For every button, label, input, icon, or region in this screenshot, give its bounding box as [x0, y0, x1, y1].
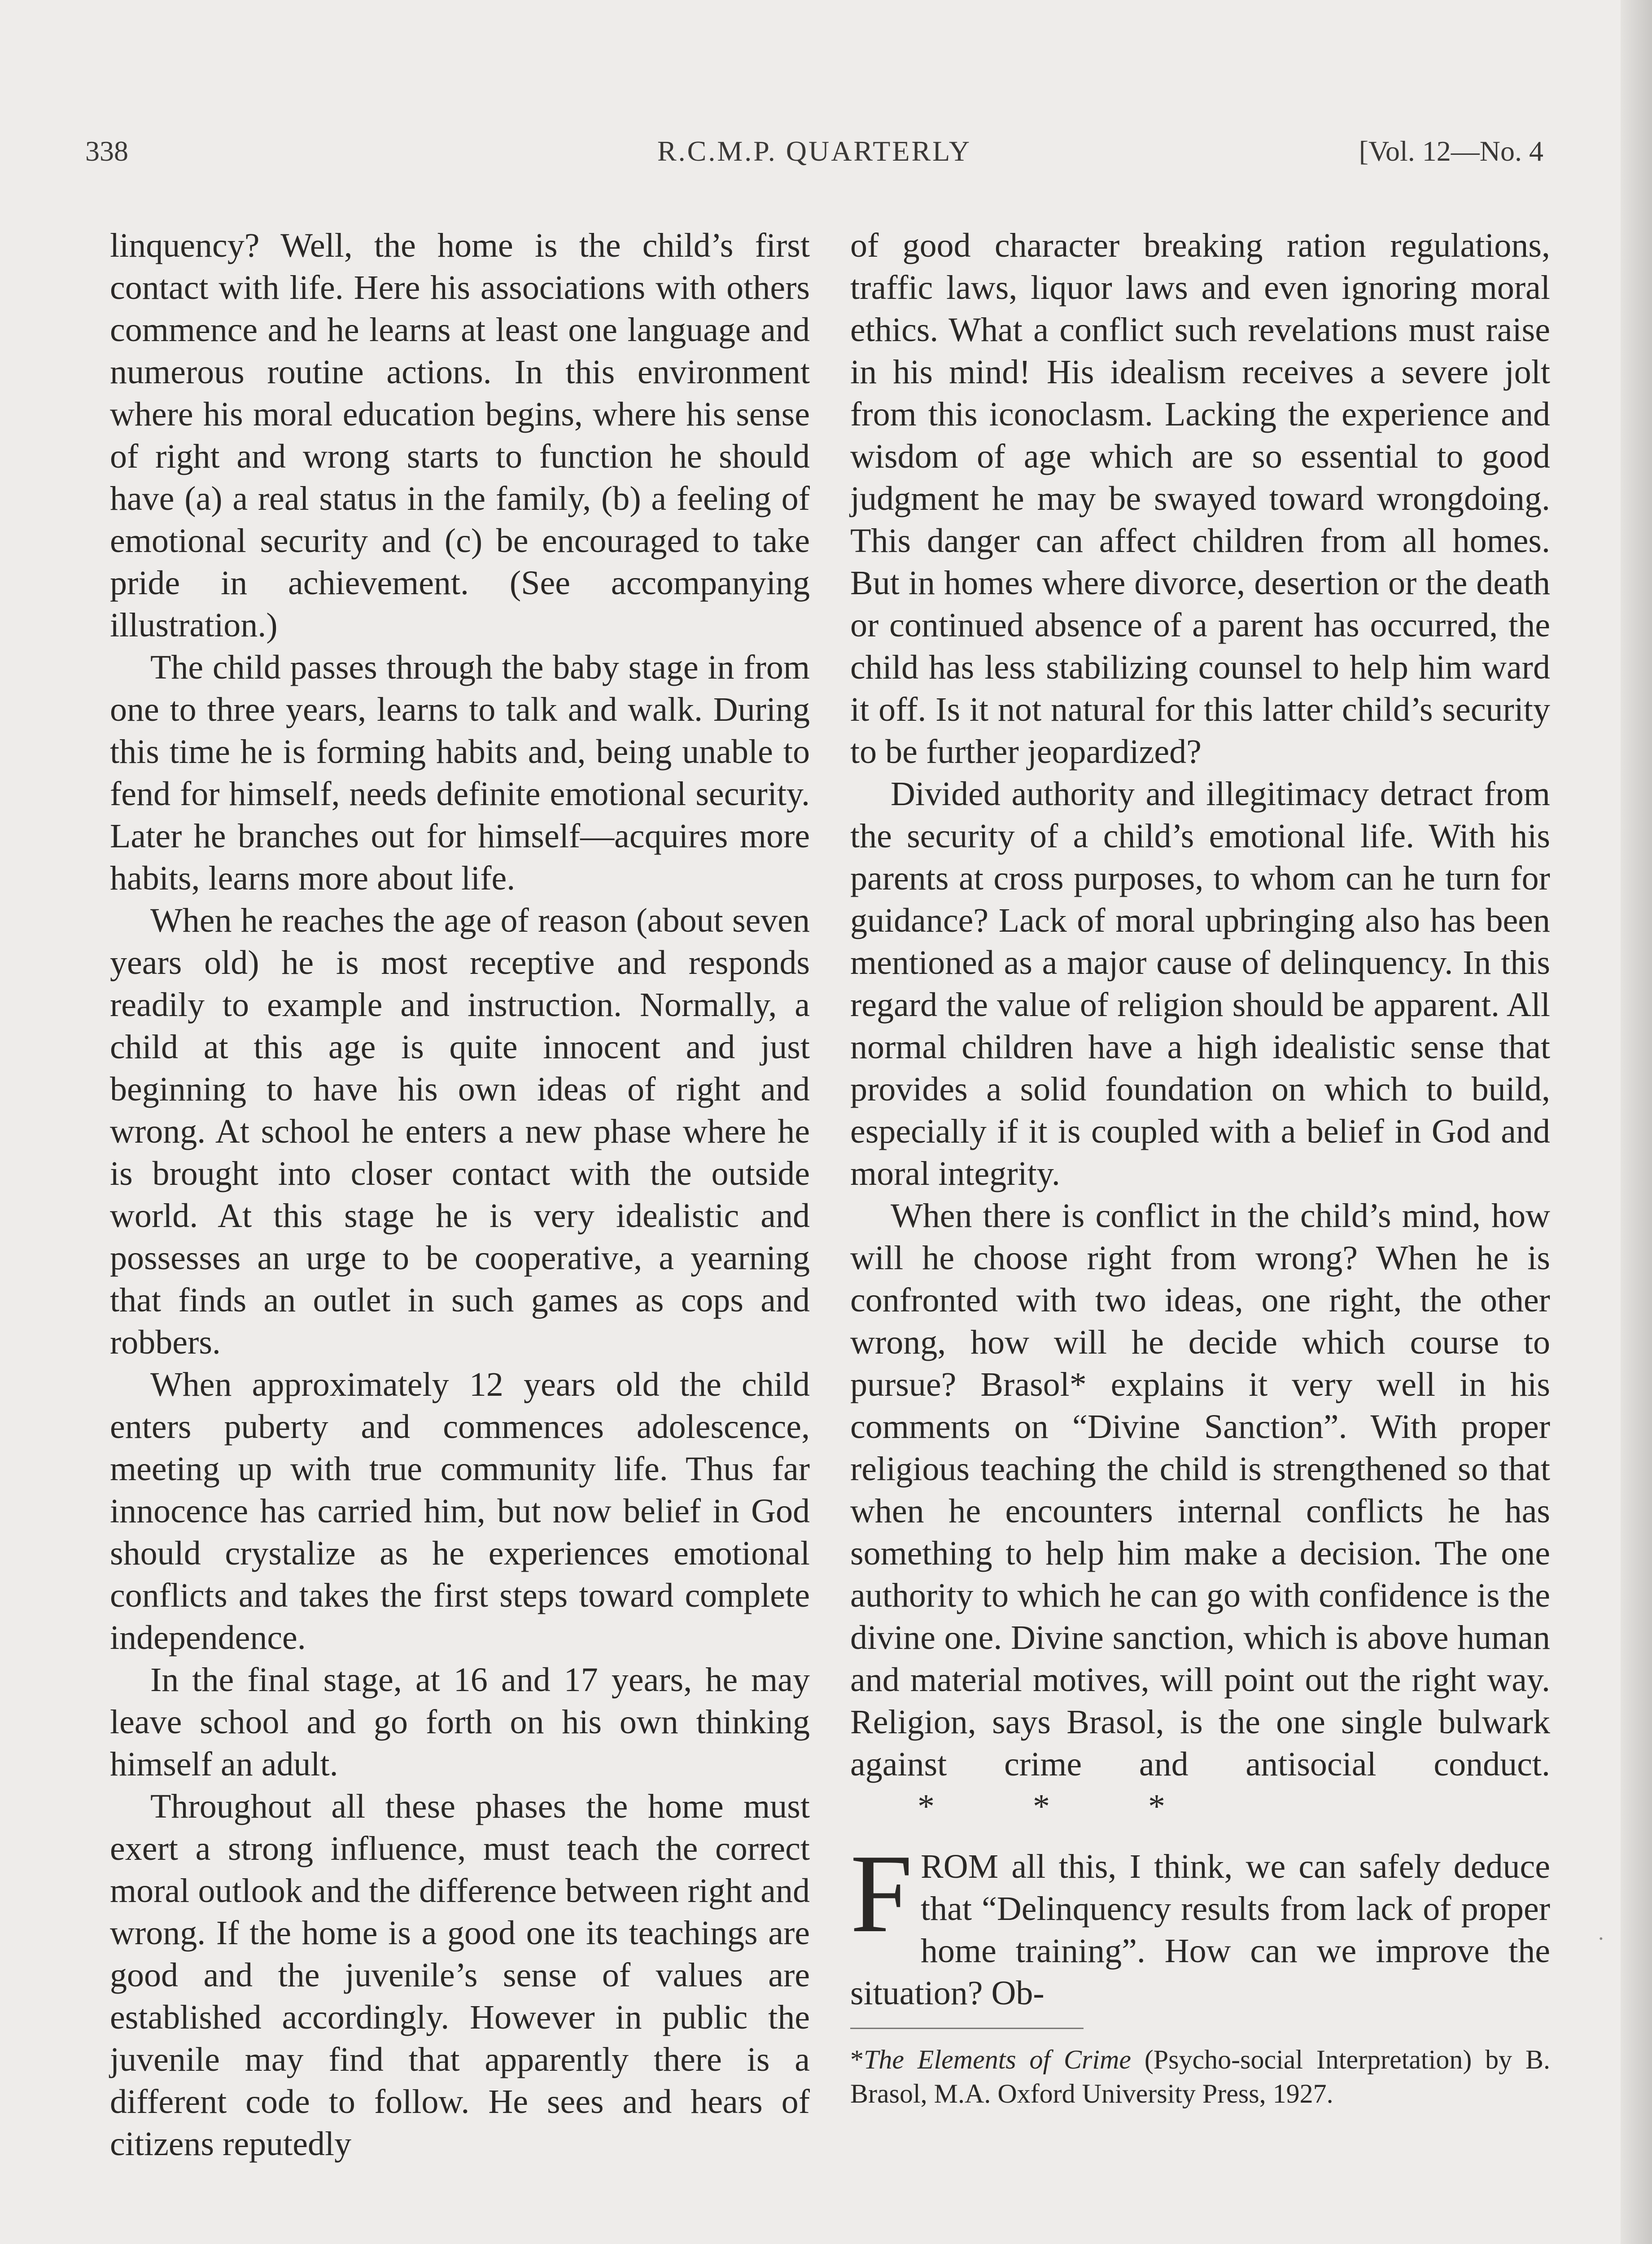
- running-header: [85, 135, 1543, 184]
- left-column: [110, 224, 810, 2165]
- margin-mark: ·: [1597, 1926, 1605, 1951]
- drop-cap: F: [850, 1832, 913, 1956]
- footnote-citation: (Psycho-social Interpretation) by B. Brasol, M.A. Oxford University Press, 1927.: [850, 2045, 1550, 2108]
- footnote-marker: *: [850, 2045, 864, 2074]
- paragraph: When he reaches the age of reason (about seven years old) he is most receptive and responds readily to example and instruction. Normally, a child at this age is quite innocent and just beginning to have his own ideas of right and wrong. At school he enters a new phase where he is brought into closer contact with the outside world. At this stage he is very idealistic and possesses an urge to be cooperative, a yearning that finds an outlet in such games as cops and robbers.: [110, 902, 810, 1361]
- volume-issue: [Vol. 12—No. 4: [1359, 135, 1543, 167]
- paragraph: The child passes through the baby stage in from one to three years, learns to talk and walk. During this time he is forming habits and, being unable to fend for himself, needs definite emotional security. Later he branches out for himself—acquires more habits, learns more about life.: [110, 649, 810, 897]
- paragraph: In the final stage, at 16 and 17 years, he may leave school and go forth on his own thinking himself an adult.: [110, 1661, 810, 1783]
- paragraph: Throughout all these phases the home must exert a strong influence, must teach the correct moral outlook and the difference between right and wrong. If the home is a good one its teachings are good and the juvenile’s sense of values are established accordingly. However in public the juvenile may find that apparently there is a different code to follow. He sees and hears of citizens reputedly: [110, 1788, 810, 2163]
- paragraph: [850, 1195, 1550, 1828]
- paragraph-text: When there is conflict in the child’s mind, how will he choose right from wrong? When he is confronted with two ideas, one right, the other wrong, how will he decide which course to pursue? Brasol* explains it very well in his comments on “Divine Sanction”. With proper religious teaching the child is strengthened so that when he encounters internal conflicts he has something to help him make a decision. The one authority to which he can go with confidence is the divine one. Divine sanction, which is above human and material motives, will point out the right way. Religion, says Brasol, is the one single bulwark against crime and antisocial conduct.: [850, 1197, 1550, 1783]
- journal-title: R.C.M.P. QUARTERLY: [657, 135, 972, 167]
- paragraph: linquency? Well, the home is the child’s first contact with life. Here his associations with others commence and he learns at least one language and numerous routine actions. In this environment where his moral education begins, where his sense of right and wrong starts to function he should have (a) a real status in the family, (b) a feeling of emotional security and (c) be encouraged to take pride in achievement. (See accompanying illustration.): [110, 227, 810, 644]
- footnote: [850, 2042, 1550, 2111]
- right-column: [850, 224, 1550, 2111]
- closing-paragraph: [850, 1832, 1550, 2014]
- page-number: 338: [85, 135, 128, 167]
- page-edge-shadow: [1621, 0, 1652, 2244]
- footnote-rule: [850, 2028, 1084, 2029]
- paragraph: of good character breaking ration regulations, traffic laws, liquor laws and even ignoring moral ethics. What a conflict such revelations must raise in his mind! His idealism receives a severe jolt from this iconoclasm. Lacking the experience and wisdom of age which are so essential to good judgment he may be swayed toward wrongdoing. This danger can affect children from all homes. But in homes where divorce, desertion or the death or continued absence of a parent has occurred, the child has less stabilizing counsel to help him ward it off. Is it not natural for this latter child’s security to be further jeopardized?: [850, 227, 1550, 771]
- paragraph: When approximately 12 years old the child enters puberty and commences adolescence, meeting up with true community life. Thus far innocence has carried him, but now belief in God should crystalize as he experiences emotional conflicts and takes the first steps toward complete independence.: [110, 1366, 810, 1657]
- paragraph: Divided authority and illegitimacy detract from the security of a child’s emotional life. With his parents at cross purposes, to whom can he turn for guidance? Lack of moral upbringing also has been mentioned as a major cause of delinquency. In this regard the value of religion should be apparent. All normal children have a high idealistic sense that provides a solid foundation on which to build, especially if it is coupled with a belief in God and moral integrity.: [850, 775, 1550, 1192]
- closing-paragraph-text: all this, I think, we can safely deduce that “Delinquency results from lack of proper home training”. How can we improve the situation? Ob-: [850, 1848, 1550, 2012]
- section-break-asterisks: * * *: [918, 1788, 1165, 1825]
- footnote-book-title: The Elements of Crime: [864, 2045, 1132, 2074]
- small-caps-lead: ROM: [921, 1848, 999, 1885]
